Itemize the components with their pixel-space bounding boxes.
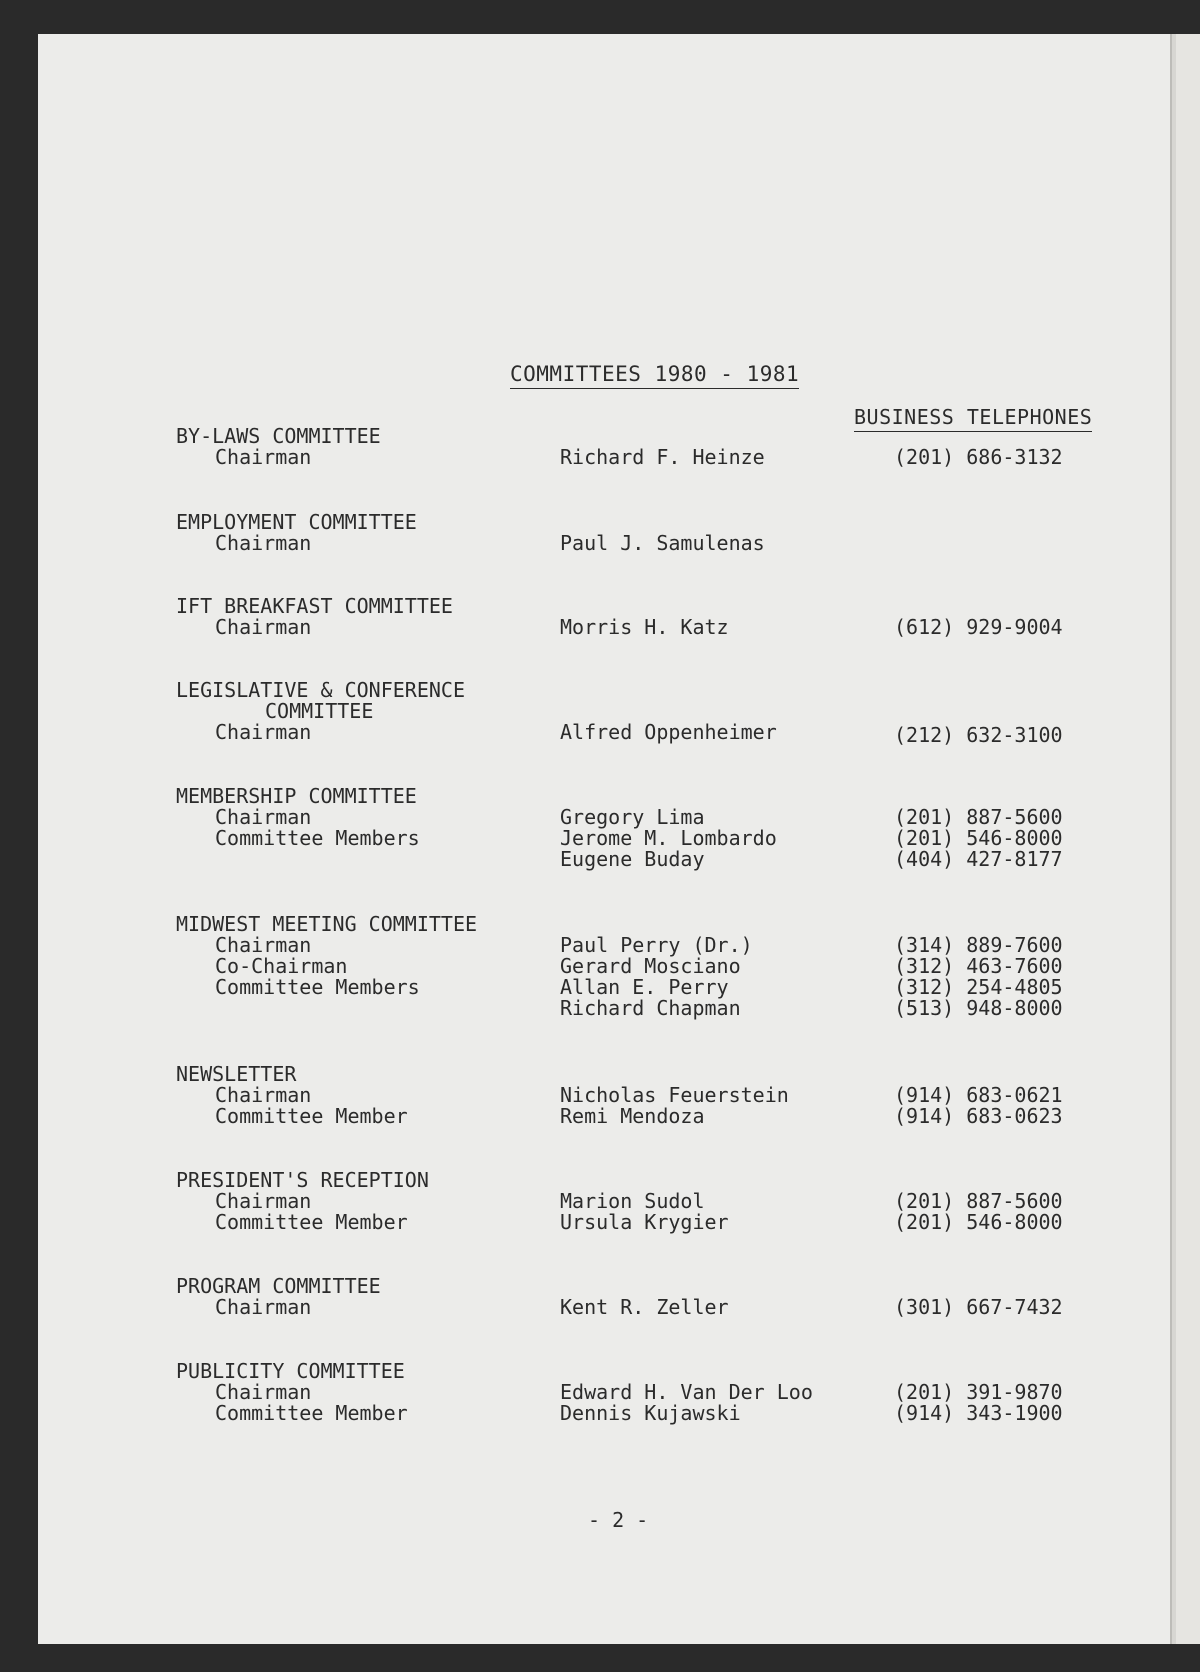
member-row xyxy=(0,1085,1200,1106)
member-phone: (314) 889-7600 xyxy=(894,933,1063,957)
member-phone: (201) 391-9870 xyxy=(894,1380,1063,1404)
committee-section-program xyxy=(0,1276,1200,1318)
member-name: Remi Mendoza xyxy=(560,1104,705,1128)
member-row xyxy=(0,935,1200,956)
member-name: Gerard Mosciano xyxy=(560,954,741,978)
member-phone: (201) 887-5600 xyxy=(894,805,1063,829)
phone-column-header: BUSINESS TELEPHONES xyxy=(854,405,1092,432)
member-name: Eugene Buday xyxy=(560,847,705,871)
member-role: Chairman xyxy=(215,1295,312,1319)
member-phone: (212) 632-3100 xyxy=(894,723,1063,747)
member-phone: (914) 683-0623 xyxy=(894,1104,1063,1128)
committee-section-presidents-reception xyxy=(0,1170,1200,1233)
page-title: COMMITTEES 1980 - 1981 xyxy=(510,362,799,389)
committee-section-ift-breakfast xyxy=(0,596,1200,638)
member-row xyxy=(0,977,1200,998)
member-row xyxy=(0,1106,1200,1127)
committee-name-continued: COMMITTEE xyxy=(265,699,374,723)
member-role: Committee Member xyxy=(215,1104,408,1128)
member-row xyxy=(0,617,1200,638)
committee-section-newsletter xyxy=(0,1064,1200,1127)
member-role: Committee Members xyxy=(215,975,420,999)
member-name: Marion Sudol xyxy=(560,1189,705,1213)
committee-name: MEMBERSHIP COMMITTEE xyxy=(176,784,417,808)
committee-section-midwest xyxy=(0,914,1200,1019)
member-name: Gregory Lima xyxy=(560,805,705,829)
member-row xyxy=(0,1212,1200,1233)
committee-name: NEWSLETTER xyxy=(176,1062,297,1086)
committee-section-legislative xyxy=(0,678,1200,747)
member-name: Richard Chapman xyxy=(560,996,741,1020)
member-name: Alfred Oppenheimer xyxy=(560,720,777,744)
member-name: Dennis Kujawski xyxy=(560,1401,741,1425)
member-role: Chairman xyxy=(215,933,312,957)
member-role: Chairman xyxy=(215,720,312,744)
member-row xyxy=(0,533,1200,554)
committee-section-publicity xyxy=(0,1361,1200,1424)
committee-section-employment xyxy=(0,512,1200,554)
member-row xyxy=(0,447,1200,468)
member-phone: (404) 427-8177 xyxy=(894,847,1063,871)
member-name: Jerome M. Lombardo xyxy=(560,826,777,850)
member-phone: (612) 929-9004 xyxy=(894,615,1063,639)
committee-name: BY-LAWS COMMITTEE xyxy=(176,424,381,448)
member-row xyxy=(0,807,1200,828)
member-name: Ursula Krygier xyxy=(560,1210,729,1234)
member-role: Co-Chairman xyxy=(215,954,348,978)
member-name: Kent R. Zeller xyxy=(560,1295,729,1319)
member-phone: (201) 546-8000 xyxy=(894,1210,1063,1234)
member-row xyxy=(0,828,1200,849)
member-row xyxy=(0,1191,1200,1212)
committee-section-bylaws xyxy=(0,426,1200,468)
member-phone: (312) 463-7600 xyxy=(894,954,1063,978)
member-phone: (312) 254-4805 xyxy=(894,975,1063,999)
member-role: Chairman xyxy=(215,445,312,469)
member-name: Richard F. Heinze xyxy=(560,445,765,469)
member-role: Committee Members xyxy=(215,826,420,850)
committee-name: IFT BREAKFAST COMMITTEE xyxy=(176,594,453,618)
member-phone: (201) 686-3132 xyxy=(894,445,1063,469)
member-role: Chairman xyxy=(215,1083,312,1107)
member-row xyxy=(0,956,1200,977)
committee-name: MIDWEST MEETING COMMITTEE xyxy=(176,912,478,936)
member-role: Chairman xyxy=(215,531,312,555)
member-row xyxy=(0,998,1200,1019)
member-role: Chairman xyxy=(215,805,312,829)
committee-section-membership xyxy=(0,786,1200,870)
member-row xyxy=(0,1297,1200,1318)
member-role: Committee Member xyxy=(215,1401,408,1425)
member-phone: (513) 948-8000 xyxy=(894,996,1063,1020)
member-phone: (914) 683-0621 xyxy=(894,1083,1063,1107)
member-role: Chairman xyxy=(215,615,312,639)
member-row xyxy=(0,1403,1200,1424)
member-name: Paul J. Samulenas xyxy=(560,531,765,555)
member-name: Morris H. Katz xyxy=(560,615,729,639)
member-row xyxy=(0,720,1200,747)
member-phone: (914) 343-1900 xyxy=(894,1401,1063,1425)
committee-name: LEGISLATIVE & CONFERENCE xyxy=(176,678,465,702)
committee-name: PROGRAM COMMITTEE xyxy=(176,1274,381,1298)
member-row xyxy=(0,849,1200,870)
member-role: Committee Member xyxy=(215,1210,408,1234)
member-role: Chairman xyxy=(215,1189,312,1213)
committee-name: PRESIDENT'S RECEPTION xyxy=(176,1168,429,1192)
member-name: Allan E. Perry xyxy=(560,975,729,999)
committee-name: EMPLOYMENT COMMITTEE xyxy=(176,510,417,534)
member-phone: (201) 546-8000 xyxy=(894,826,1063,850)
member-role: Chairman xyxy=(215,1380,312,1404)
member-phone: (201) 887-5600 xyxy=(894,1189,1063,1213)
page-number: - 2 - xyxy=(588,1508,649,1532)
member-name: Paul Perry (Dr.) xyxy=(560,933,753,957)
member-phone: (301) 667-7432 xyxy=(894,1295,1063,1319)
committee-name: PUBLICITY COMMITTEE xyxy=(176,1359,405,1383)
member-name: Nicholas Feuerstein xyxy=(560,1083,789,1107)
member-name: Edward H. Van Der Loo xyxy=(560,1380,813,1404)
member-row xyxy=(0,1382,1200,1403)
